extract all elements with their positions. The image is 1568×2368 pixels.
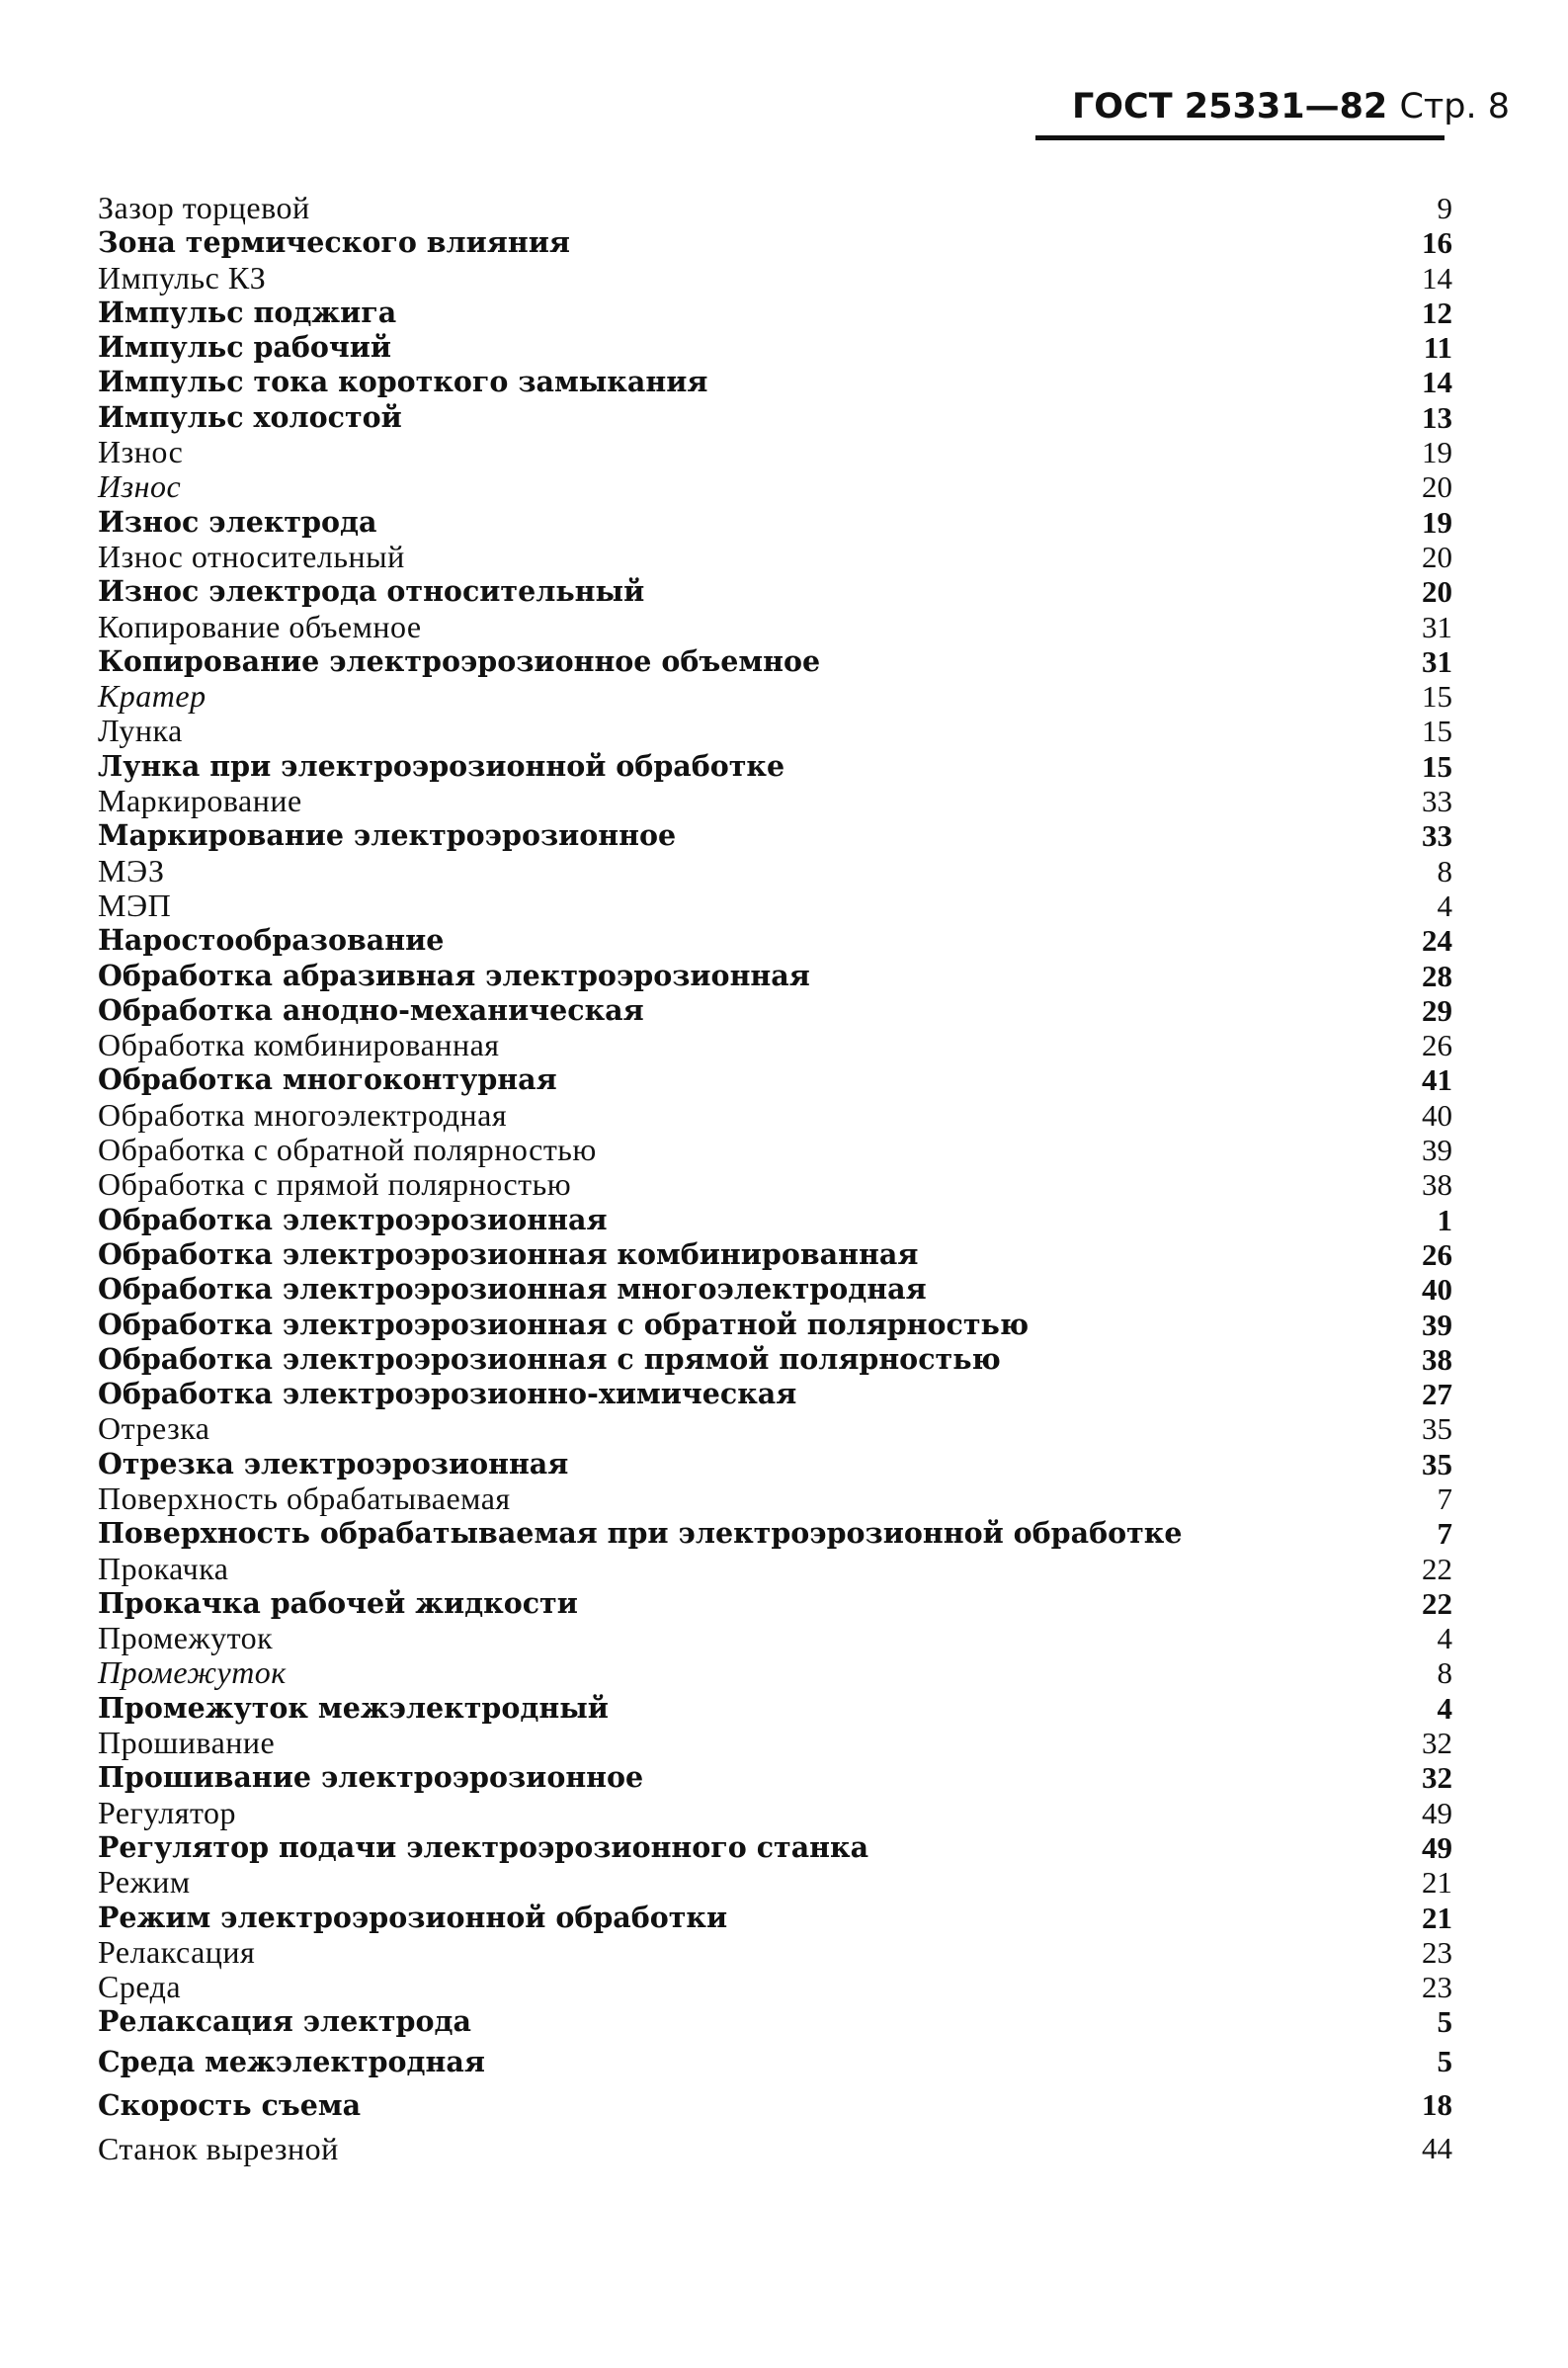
index-term-number: 7 [1437, 1516, 1452, 1552]
index-entry [93, 923, 1466, 958]
index-term: Обработка электроэрозионная [98, 1202, 608, 1236]
index-term: Среда межэлектродная [98, 2044, 485, 2078]
index-term-number: 4 [1437, 1690, 1452, 1726]
index-term-number: 1 [1437, 1202, 1452, 1237]
index-term: Среда [98, 1969, 182, 2005]
index-term: Импульс холостой [98, 399, 402, 434]
index-term: Поверхность обрабатываемая при электроэрозионной обработке [98, 1516, 1183, 1551]
index-entry [93, 1935, 1466, 1970]
index-term: Промежуток межэлектродный [98, 1690, 609, 1725]
index-entry [93, 1970, 1466, 2004]
index-entry [93, 959, 1466, 993]
index-entry [93, 1167, 1466, 1202]
index-entry [93, 1901, 1466, 1935]
index-term-number: 5 [1437, 2043, 1452, 2078]
index-term: Отрезка [98, 1410, 210, 1447]
index-entry [93, 818, 1466, 853]
index-term: МЭЗ [98, 852, 165, 888]
index-term-number: 8 [1437, 853, 1452, 888]
index-entry [93, 749, 1466, 784]
index-term-number: 22 [1422, 1585, 1452, 1621]
index-entry [93, 1237, 1466, 1272]
index-term: Копирование объемное [98, 608, 422, 644]
index-term: Зазор торцевой [98, 190, 310, 225]
index-term: Релаксация [98, 1933, 256, 1970]
index-term-number: 32 [1422, 1760, 1452, 1796]
index-term: Импульс КЗ [98, 259, 267, 296]
index-term-number: 8 [1437, 1655, 1452, 1691]
index-term-number: 12 [1422, 295, 1452, 330]
index-term-number: 39 [1422, 1133, 1452, 1168]
index-entry [93, 1830, 1466, 1865]
index-entry [93, 365, 1466, 399]
index-entry [93, 2040, 1466, 2083]
index-entry [93, 1062, 1466, 1097]
index-term: Прокачка рабочей жидкости [98, 1585, 578, 1620]
index-entry [93, 888, 1466, 923]
index-term-number: 11 [1423, 330, 1452, 366]
index-term-number: 24 [1422, 923, 1452, 959]
index-entry [93, 1655, 1466, 1690]
index-entry [93, 225, 1466, 260]
index-entry [93, 714, 1466, 748]
index-entry [93, 540, 1466, 574]
index-entry [93, 2127, 1466, 2170]
index-term: Износ относительный [98, 538, 405, 574]
header-rule [1035, 135, 1444, 140]
index-entry [93, 1621, 1466, 1655]
index-term: Копирование электроэрозионное объемное [98, 643, 821, 678]
index-term-number: 41 [1422, 1062, 1452, 1098]
index-term: Обработка электроэрозионная многоэлектродная [98, 1272, 927, 1307]
index-entry [93, 1133, 1466, 1167]
index-entry [93, 1028, 1466, 1062]
index-term: Износ электрода относительный [98, 574, 645, 609]
index-entry [93, 1447, 1466, 1481]
index-entry [93, 1516, 1466, 1551]
index-term-number: 23 [1422, 1934, 1452, 1970]
index-term-number: 49 [1422, 1829, 1452, 1865]
index-term: Износ [98, 468, 182, 505]
index-term: Обработка анодно-механическая [98, 992, 644, 1027]
index-term-number: 32 [1422, 1726, 1452, 1761]
index-term: Обработка многоконтурная [98, 1062, 557, 1097]
index-term: Обработка абразивная электроэрозионная [98, 958, 810, 992]
index-term: Станок вырезной [98, 2130, 339, 2166]
index-term: Импульс рабочий [98, 330, 392, 365]
index-entry [93, 191, 1466, 225]
index-term: Регулятор подачи электроэрозионного станка [98, 1829, 869, 1864]
index-term-number: 29 [1422, 992, 1452, 1028]
index-entry [93, 993, 1466, 1028]
index-entry [93, 1586, 1466, 1621]
index-term-number: 20 [1422, 539, 1452, 574]
index-entry [93, 2004, 1466, 2039]
index-entry [93, 1342, 1466, 1377]
index-entry [93, 1411, 1466, 1446]
index-term-number: 15 [1422, 748, 1452, 784]
index-term-number: 22 [1422, 1551, 1452, 1586]
index-term: Лунка [98, 713, 183, 749]
index-term-number: 7 [1437, 1480, 1452, 1516]
index-term-number: 26 [1422, 1236, 1452, 1272]
index-entry [93, 1726, 1466, 1760]
index-term-number: 20 [1422, 469, 1452, 505]
index-term: МЭП [98, 887, 172, 923]
index-term: Обработка с обратной полярностью [98, 1132, 597, 1168]
index-entry [93, 784, 1466, 818]
index-term-number: 14 [1422, 260, 1452, 296]
index-entry [93, 610, 1466, 644]
index-term-number: 4 [1437, 1621, 1452, 1656]
index-entry [93, 1691, 1466, 1726]
index-term-number: 13 [1422, 399, 1452, 435]
index-term-number: 39 [1422, 1307, 1452, 1342]
index-term-number: 49 [1422, 1795, 1452, 1830]
index-entry [93, 1098, 1466, 1133]
index-term: Зона термического влияния [98, 225, 570, 260]
index-entry [93, 261, 1466, 296]
index-entry [93, 1377, 1466, 1411]
index-term-number: 40 [1422, 1272, 1452, 1308]
index-entry [93, 330, 1466, 365]
index-term-number: 23 [1422, 1970, 1452, 2005]
index-term: Промежуток [98, 1620, 274, 1656]
index-term-number: 38 [1422, 1341, 1452, 1377]
index-term: Обработка электроэрозионная с прямой полярностью [98, 1341, 1001, 1376]
index-term: Обработка с прямой полярностью [98, 1166, 572, 1203]
index-term: Релаксация электрода [98, 2004, 471, 2039]
index-term: Промежуток [98, 1654, 287, 1691]
index-entry [93, 296, 1466, 330]
index-term-number: 14 [1422, 365, 1452, 400]
index-term-number: 20 [1422, 574, 1452, 610]
index-term-number: 44 [1422, 2130, 1452, 2165]
index-term: Прокачка [98, 1550, 229, 1586]
index-term-number: 9 [1437, 191, 1452, 225]
index-entry [93, 435, 1466, 469]
index-entry [93, 854, 1466, 888]
index-term: Отрезка электроэрозионная [98, 1446, 569, 1480]
index-term-number: 28 [1422, 958, 1452, 993]
index-term: Кратер [98, 678, 206, 715]
index-term-number: 21 [1422, 1900, 1452, 1935]
index-term-number: 19 [1422, 435, 1452, 470]
index-entry [93, 505, 1466, 540]
index-term: Обработка электроэрозионная комбинированная [98, 1236, 919, 1271]
index-term-number: 40 [1422, 1097, 1452, 1133]
index-term-number: 15 [1422, 714, 1452, 749]
index-entry [93, 679, 1466, 714]
index-term: Регулятор [98, 1794, 237, 1830]
index-term: Прошивание электроэрозионное [98, 1760, 644, 1795]
index-term: Поверхность обрабатываемая [98, 1480, 511, 1516]
index-term: Наростообразование [98, 923, 445, 958]
index-entry [93, 1272, 1466, 1307]
index-term-number: 15 [1422, 679, 1452, 715]
index-term: Режим электроэрозионной обработки [98, 1900, 728, 1934]
index-term: Обработка комбинированная [98, 1027, 500, 1063]
index-entry [93, 1308, 1466, 1342]
index-term-number: 26 [1422, 1028, 1452, 1063]
standard-code: ГОСТ 25331—82 [1072, 87, 1388, 127]
index-entry [93, 400, 1466, 435]
index-entry [93, 469, 1466, 504]
index-term-number: 31 [1422, 609, 1452, 644]
index-term: Скорость съема [98, 2087, 362, 2122]
index-term-number: 33 [1422, 818, 1452, 854]
index-term: Маркирование электроэрозионное [98, 818, 677, 853]
index-term-number: 35 [1422, 1446, 1452, 1481]
index-term: Маркирование [98, 783, 302, 819]
index-term: Обработка многоэлектродная [98, 1096, 508, 1133]
index-term-number: 19 [1422, 504, 1452, 540]
index-entry [93, 644, 1466, 679]
index-term: Импульс тока короткого замыкания [98, 365, 708, 399]
index-entry [93, 2083, 1466, 2127]
index-entry [93, 1865, 1466, 1900]
index-term-number: 27 [1422, 1377, 1452, 1412]
index-term: Режим [98, 1864, 191, 1901]
index-term-number: 4 [1437, 888, 1452, 923]
index-term-number: 33 [1422, 784, 1452, 819]
index-term: Обработка электроэрозионно-химическая [98, 1377, 797, 1411]
index-term: Импульс поджига [98, 295, 397, 329]
index-term-number: 5 [1437, 2004, 1452, 2040]
index-entry [93, 1796, 1466, 1830]
index-term-number: 38 [1422, 1167, 1452, 1203]
index-term: Лунка при электроэрозионной обработке [98, 748, 785, 783]
index-term-number: 21 [1422, 1865, 1452, 1901]
index-term: Износ электрода [98, 504, 377, 539]
index-entry [93, 1760, 1466, 1795]
index-term: Прошивание [98, 1725, 276, 1761]
index-entry [93, 1203, 1466, 1237]
index-term: Обработка электроэрозионная с обратной полярностью [98, 1307, 1030, 1341]
index-term-number: 31 [1422, 643, 1452, 679]
term-index-list [93, 191, 1466, 2170]
index-entry [93, 1481, 1466, 1516]
index-term-number: 18 [1422, 2086, 1452, 2122]
index-entry [93, 574, 1466, 609]
index-term-number: 16 [1422, 225, 1452, 261]
index-term: Износ [98, 434, 184, 470]
index-entry [93, 1552, 1466, 1586]
index-term-number: 35 [1422, 1411, 1452, 1447]
page-number-label: Стр. 8 [1399, 87, 1511, 127]
